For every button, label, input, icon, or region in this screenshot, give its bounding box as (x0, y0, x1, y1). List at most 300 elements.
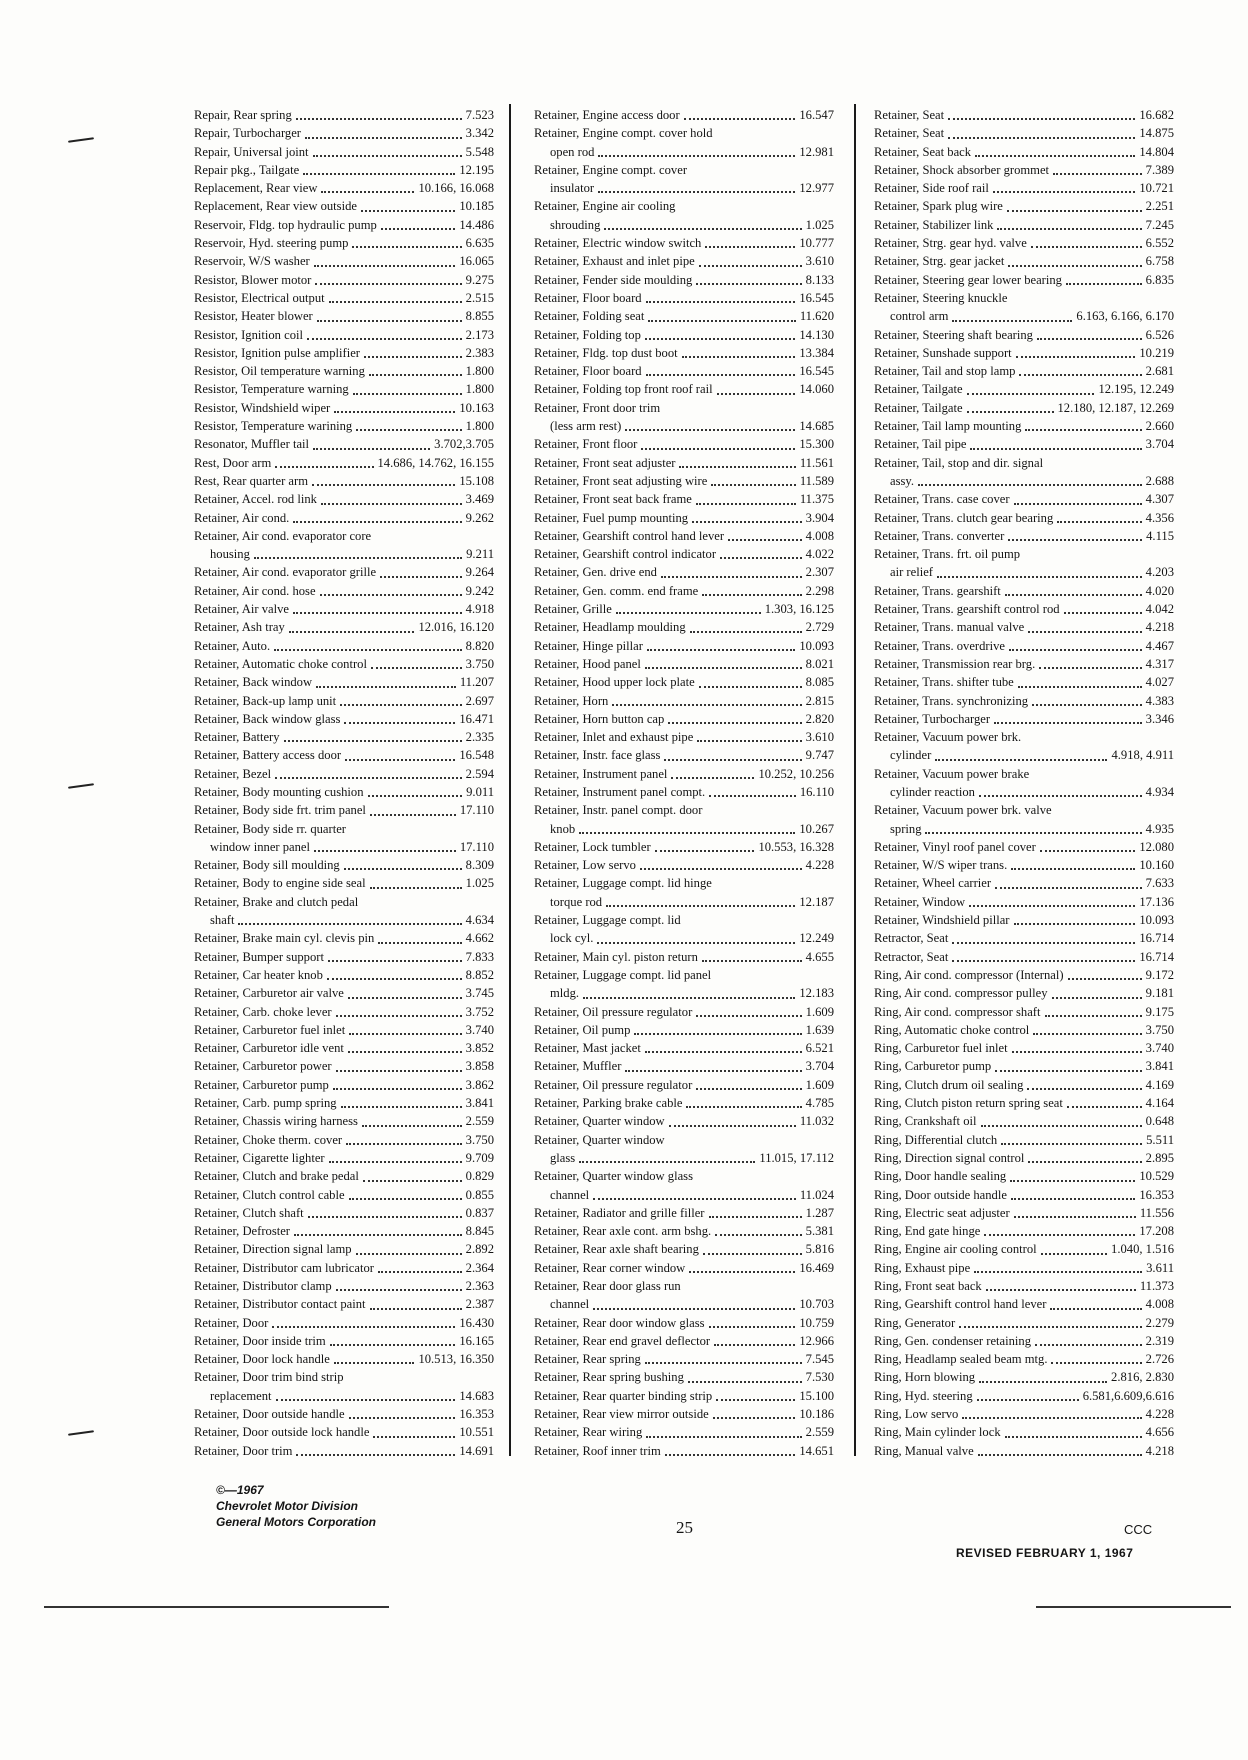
index-entry (874, 801, 1174, 819)
entry-label: Retainer, Brake and clutch pedal (194, 894, 359, 909)
index-entry (194, 106, 494, 124)
dot-leader (313, 448, 430, 450)
entry-label: Ring, Generator (874, 1315, 956, 1330)
dot-leader (616, 612, 761, 614)
dot-leader (1028, 631, 1141, 633)
entry-label: Retainer, Door trim bind strip (194, 1370, 344, 1385)
dot-leader (328, 960, 462, 962)
dot-leader (668, 722, 801, 724)
entry-label: Retainer, Electric window switch (534, 236, 702, 251)
index-entry (534, 1350, 834, 1368)
entry-label: mldg. (550, 986, 580, 1001)
dot-leader (634, 1033, 801, 1035)
dot-leader (275, 777, 462, 779)
entry-label: Ring, Door outside handle (874, 1187, 1007, 1202)
entry-reference: 16.545 (799, 290, 834, 305)
dot-leader (641, 448, 795, 450)
entry-reference: 6.758 (1145, 254, 1174, 269)
entry-reference: 4.307 (1145, 492, 1174, 507)
entry-reference: 14.685 (799, 419, 834, 434)
entry-reference: 9.275 (465, 272, 494, 287)
index-entry (534, 1277, 834, 1295)
index-entry (194, 326, 494, 344)
dot-leader (1041, 1253, 1107, 1255)
entry-reference: 4.785 (805, 1096, 834, 1111)
dot-leader (993, 191, 1135, 193)
index-entry (874, 1295, 1174, 1313)
entry-label: Retainer, Engine compt. cover hold (534, 126, 713, 141)
dot-leader (1057, 521, 1141, 523)
entry-label: Retainer, Oil pump (534, 1022, 631, 1037)
entry-reference: 0.829 (465, 1169, 494, 1184)
entry-reference: 2.387 (465, 1297, 494, 1312)
entry-reference: 4.218 (1145, 1443, 1174, 1458)
entry-reference: 14.875 (1139, 126, 1174, 141)
entry-reference: 4.042 (1145, 602, 1174, 617)
entry-label: open rod (550, 144, 595, 159)
index-entry (874, 838, 1174, 856)
entry-reference: 9.264 (465, 565, 494, 580)
index-entry (534, 673, 834, 691)
dot-leader (937, 576, 1142, 578)
dot-leader (625, 429, 795, 431)
entry-label: Ring, Main cylinder lock (874, 1425, 1001, 1440)
index-entry (534, 1240, 834, 1258)
index-entry (194, 966, 494, 984)
entry-reference: 2.515 (465, 290, 494, 305)
entry-reference: 3.469 (465, 492, 494, 507)
dot-leader (1025, 429, 1141, 431)
dot-leader (679, 466, 795, 468)
entry-label: Retainer, Oil pressure regulator (534, 1077, 693, 1092)
index-entry (194, 783, 494, 801)
index-entry (534, 710, 834, 728)
index-entry (874, 289, 1174, 307)
entry-reference: 2.594 (465, 766, 494, 781)
entry-label: Retainer, Rear axle shaft bearing (534, 1242, 699, 1257)
dot-leader (645, 667, 802, 669)
dot-leader (714, 1344, 795, 1346)
entry-label: Retainer, Air cond. (194, 510, 290, 525)
dot-leader (711, 484, 796, 486)
entry-reference: 10.219 (1139, 345, 1174, 360)
dot-leader (381, 228, 456, 230)
entry-reference: 3.610 (805, 254, 834, 269)
index-entry (534, 179, 834, 197)
section-code: CCC (1124, 1522, 1153, 1537)
index-entry (534, 289, 834, 307)
dot-leader (703, 1253, 802, 1255)
index-entry (874, 893, 1174, 911)
entry-reference: 7.833 (465, 949, 494, 964)
index-entry (874, 216, 1174, 234)
entry-label: Retainer, Carburetor pump (194, 1077, 329, 1092)
dot-leader (1068, 978, 1142, 980)
entry-reference: 11.207 (459, 675, 494, 690)
entry-label: Retainer, Automatic choke control (194, 656, 367, 671)
entry-label: Ring, Headlamp sealed beam mtg. (874, 1352, 1048, 1367)
index-entry (534, 1021, 834, 1039)
dot-leader (669, 1125, 796, 1127)
entry-label: Retainer, Exhaust and inlet pipe (534, 254, 695, 269)
index-entry (194, 728, 494, 746)
dot-leader (315, 283, 461, 285)
entry-label: Retainer, Trans. manual valve (874, 620, 1025, 635)
dot-leader (975, 155, 1135, 157)
entry-label: Ring, Gen. condenser retaining (874, 1333, 1032, 1348)
entry-label: Retainer, Trans. gearshift (874, 583, 1001, 598)
entry-label: Retainer, Rear view mirror outside (534, 1407, 709, 1422)
entry-label: Retainer, Body side rr. quarter (194, 821, 346, 836)
index-entry (874, 1057, 1174, 1075)
dot-leader (952, 960, 1135, 962)
entry-label: Ring, Air cond. compressor (Internal) (874, 967, 1064, 982)
entry-reference: 4.934 (1145, 784, 1174, 799)
entry-reference: 14.691 (459, 1443, 494, 1458)
dot-leader (935, 759, 1107, 761)
entry-reference: 12.249 (799, 931, 834, 946)
dot-leader (341, 1106, 462, 1108)
index-entry (534, 600, 834, 618)
entry-label: Retainer, Engine air cooling (534, 199, 676, 214)
index-entry (194, 490, 494, 508)
index-entry (194, 1240, 494, 1258)
index-entry (874, 783, 1174, 801)
dot-leader (645, 1362, 802, 1364)
index-entry (534, 1112, 834, 1130)
entry-label: insulator (550, 181, 595, 196)
entry-label: Retainer, Door inside trim (194, 1333, 326, 1348)
entry-reference: 3.704 (805, 1059, 834, 1074)
entry-reference: 4.656 (1145, 1425, 1174, 1440)
entry-label: Retainer, Windshield pillar (874, 913, 1010, 928)
index-entry (534, 197, 834, 215)
entry-label: Ring, Carburetor pump (874, 1059, 992, 1074)
index-entry (534, 1131, 834, 1149)
entry-reference: 16.110 (799, 784, 834, 799)
entry-label: Retainer, Rear end gravel deflector (534, 1333, 711, 1348)
index-entry (534, 582, 834, 600)
index-entry (874, 911, 1174, 929)
index-entry (534, 801, 834, 819)
index-entry (874, 1204, 1174, 1222)
entry-label: Retainer, Lock tumbler (534, 839, 651, 854)
entry-reference: 2.319 (1145, 1333, 1174, 1348)
entry-label: cylinder (890, 748, 932, 763)
entry-label: Retainer, Direction signal lamp (194, 1242, 352, 1257)
entry-label: Retainer, Parking brake cable (534, 1096, 683, 1111)
index-entry (534, 1057, 834, 1075)
entry-reference: 10.166, 16.068 (418, 181, 494, 196)
dot-leader (713, 1417, 796, 1419)
entry-label: Retainer, Air cond. hose (194, 583, 316, 598)
entry-label: torque rod (550, 894, 603, 909)
entry-reference: 12.183 (799, 986, 834, 1001)
dot-leader (364, 356, 462, 358)
dot-leader (604, 228, 801, 230)
entry-label: Retainer, Battery access door (194, 748, 342, 763)
index-entry (534, 454, 834, 472)
dot-leader (275, 466, 373, 468)
entry-label: Retainer, Gen. comm. end frame (534, 583, 699, 598)
entry-label: Ring, Front seat back (874, 1279, 982, 1293)
index-entry (194, 673, 494, 691)
index-entry (194, 911, 494, 929)
index-entry (534, 1295, 834, 1313)
dot-leader (997, 228, 1141, 230)
dot-leader (1007, 210, 1142, 212)
entry-label: Resistor, Oil temperature warning (194, 364, 365, 379)
dot-leader (689, 1271, 795, 1273)
entry-reference: 8.021 (805, 656, 834, 671)
index-entry (194, 765, 494, 783)
entry-label: Retainer, Body side frt. trim panel (194, 803, 366, 818)
entry-label: Retainer, Headlamp moulding (534, 620, 686, 635)
index-entry (874, 1003, 1174, 1021)
entry-reference: 16.714 (1139, 949, 1174, 964)
index-entry (194, 454, 494, 472)
index-entry (534, 143, 834, 161)
entry-label: Retainer, Rear door window glass (534, 1315, 705, 1330)
entry-reference: 16.682 (1139, 108, 1174, 122)
entry-label: Reservoir, W/S washer (194, 254, 310, 269)
entry-label: Retainer, Front door trim (534, 400, 661, 415)
entry-label: Retainer, Carburetor idle vent (194, 1041, 344, 1056)
entry-reference: 15.300 (799, 437, 834, 452)
dot-leader (333, 1088, 462, 1090)
index-entry (534, 380, 834, 398)
index-entry (874, 1131, 1174, 1149)
entry-label: Retainer, Trans. gearshift control rod (874, 602, 1060, 617)
dot-leader (296, 118, 462, 120)
entry-reference: 10.185 (459, 199, 494, 214)
entry-reference: 8.855 (465, 309, 494, 324)
dot-leader (970, 448, 1141, 450)
entry-reference: 11.032 (799, 1114, 834, 1129)
index-entry (534, 1076, 834, 1094)
entry-reference: 2.173 (465, 327, 494, 342)
dot-leader (593, 1198, 796, 1200)
entry-label: Ring, Electric seat adjuster (874, 1205, 1010, 1220)
dot-leader (918, 484, 1142, 486)
entry-label: Repair pkg., Tailgate (194, 162, 300, 177)
dot-leader (334, 1362, 415, 1364)
dot-leader (334, 411, 455, 413)
entry-label: Retainer, Tailgate (874, 400, 963, 415)
entry-label: Retainer, Quarter window glass (534, 1169, 693, 1184)
entry-reference: 4.164 (1145, 1096, 1174, 1111)
index-entry (534, 1405, 834, 1423)
entry-label: Retainer, Vacuum power brk. (874, 730, 1022, 745)
entry-label: Retainer, Fuel pump mounting (534, 510, 689, 525)
entry-reference: 14.060 (799, 382, 834, 397)
entry-reference: 15.108 (459, 473, 494, 488)
index-entry (534, 929, 834, 947)
entry-reference: 9.709 (465, 1150, 494, 1165)
entry-label: Retainer, Brake main cyl. clevis pin (194, 931, 375, 946)
dot-leader (294, 1234, 462, 1236)
index-entry (194, 1405, 494, 1423)
entry-label: Retainer, Door (194, 1315, 269, 1330)
dot-leader (1027, 1088, 1141, 1090)
entry-label: Resonator, Muffler tail (194, 437, 310, 452)
dot-leader (348, 997, 462, 999)
index-entry (874, 673, 1174, 691)
entry-reference: 12.187 (799, 894, 834, 909)
index-entry (534, 1204, 834, 1222)
index-entry (194, 1423, 494, 1441)
entry-label: Retainer, Sunshade support (874, 345, 1012, 360)
index-entry (534, 1387, 834, 1405)
index-entry (534, 1003, 834, 1021)
index-entry (534, 1222, 834, 1240)
entry-reference: 2.697 (465, 693, 494, 708)
index-entry (534, 344, 834, 362)
entry-reference: 2.820 (805, 711, 834, 726)
bottom-rule (44, 1606, 389, 1608)
dot-leader (969, 905, 1135, 907)
entry-reference: 9.262 (465, 510, 494, 525)
entry-label: Retainer, Side roof rail (874, 181, 989, 196)
index-entry (194, 746, 494, 764)
dot-leader (688, 1381, 802, 1383)
index-entry (194, 362, 494, 380)
entry-reference: 9.747 (805, 748, 834, 763)
entry-label: Ring, End gate hinge (874, 1224, 981, 1239)
index-entry (194, 143, 494, 161)
footer-credit (216, 1482, 376, 1530)
entry-reference: 4.020 (1145, 583, 1174, 598)
entry-reference: 12.981 (799, 144, 834, 159)
index-entry (534, 271, 834, 289)
entry-reference: 5.816 (805, 1242, 834, 1257)
entry-reference: 1.287 (805, 1205, 834, 1220)
dot-leader (720, 557, 802, 559)
index-entry (194, 216, 494, 234)
dot-leader (612, 704, 801, 706)
index-entry (874, 582, 1174, 600)
index-entry (194, 472, 494, 490)
entry-reference: 4.317 (1145, 656, 1174, 671)
entry-label: Retainer, Trans. converter (874, 528, 1005, 543)
index-entry (534, 984, 834, 1002)
entry-label: lock cyl. (550, 931, 594, 946)
entry-label: Retainer, Radiator and grille filler (534, 1205, 705, 1220)
entry-label: Replacement, Rear view (194, 181, 318, 196)
entry-label: Retainer, Carb. choke lever (194, 1004, 332, 1019)
index-entry (534, 1094, 834, 1112)
index-entry (194, 1350, 494, 1368)
index-entry (534, 838, 834, 856)
dot-leader (647, 649, 795, 651)
dot-leader (356, 429, 461, 431)
dot-leader (1016, 356, 1136, 358)
index-entry (194, 1131, 494, 1149)
index-entry (194, 1277, 494, 1295)
index-entry (194, 179, 494, 197)
entry-reference: 4.935 (1145, 821, 1174, 836)
index-entry (874, 820, 1174, 838)
dot-leader (696, 1088, 801, 1090)
entry-reference: 11.620 (799, 309, 834, 324)
dot-leader (646, 1436, 801, 1438)
entry-label: Retainer, Tail lamp mounting (874, 419, 1022, 434)
index-entry (534, 326, 834, 344)
dot-leader (336, 1015, 462, 1017)
index-entry (194, 618, 494, 636)
entry-reference: 1.609 (805, 1004, 834, 1019)
dot-leader (645, 1051, 802, 1053)
index-entry (874, 197, 1174, 215)
entry-reference: 9.181 (1145, 986, 1174, 1001)
index-entry (874, 966, 1174, 984)
index-entry (194, 655, 494, 673)
index-entry (874, 1112, 1174, 1130)
index-entry (874, 1186, 1174, 1204)
entry-reference: 4.918 (465, 602, 494, 617)
entry-reference: 3.342 (465, 126, 494, 141)
dot-leader (312, 484, 455, 486)
index-entry (874, 1149, 1174, 1167)
entry-label: Ring, Manual valve (874, 1443, 974, 1458)
entry-label: Retainer, Horn button cap (534, 711, 665, 726)
entry-label: Retainer, Back window (194, 675, 313, 690)
entry-label: Retainer, Door lock handle (194, 1352, 330, 1367)
entry-reference: 4.115 (1146, 528, 1174, 543)
index-entry (534, 435, 834, 453)
entry-label: Retainer, Rear door glass run (534, 1279, 681, 1293)
entry-reference: 3.704 (1145, 437, 1174, 452)
entry-label: Retainer, Distributor contact paint (194, 1297, 366, 1312)
entry-label: Retainer, Carburetor fuel inlet (194, 1022, 346, 1037)
entry-label: glass (550, 1150, 576, 1165)
dot-leader (952, 942, 1135, 944)
entry-reference: 0.855 (465, 1187, 494, 1202)
dot-leader (671, 777, 754, 779)
entry-label: Ring, Exhaust pipe (874, 1260, 971, 1275)
dot-leader (977, 1399, 1079, 1401)
index-entry (534, 545, 834, 563)
dot-leader (370, 1308, 462, 1310)
entry-reference: 11.015, 17.112 (759, 1150, 834, 1165)
index-entry (534, 655, 834, 673)
entry-label: Retainer, Trans. overdrive (874, 638, 1006, 653)
dot-leader (316, 686, 456, 688)
entry-reference: 7.545 (805, 1352, 834, 1367)
entry-reference: 2.729 (805, 620, 834, 635)
entry-label: Retainer, Bumper support (194, 949, 324, 964)
entry-reference: 12.195 (459, 162, 494, 177)
entry-label: Retainer, Luggage compt. lid panel (534, 967, 712, 982)
dot-leader (974, 1271, 1142, 1273)
entry-reference: 6.835 (1145, 272, 1174, 287)
entry-reference: 8.852 (465, 967, 494, 982)
dot-leader (254, 557, 462, 559)
dot-leader (597, 942, 795, 944)
entry-label: Retainer, Steering gear lower bearing (874, 272, 1062, 287)
entry-label: Ring, Horn blowing (874, 1370, 976, 1385)
entry-reference: 4.228 (805, 858, 834, 873)
entry-label: Resistor, Temperature warning (194, 382, 349, 397)
entry-reference: 2.815 (805, 693, 834, 708)
entry-reference: 1.025 (465, 876, 494, 891)
index-entry (874, 344, 1174, 362)
entry-reference: 16.471 (459, 711, 494, 726)
entry-reference: 3.852 (465, 1041, 494, 1056)
entry-label: Retainer, Strg. gear jacket (874, 254, 1005, 269)
entry-reference: 14.651 (799, 1443, 834, 1458)
dot-leader (272, 1326, 455, 1328)
